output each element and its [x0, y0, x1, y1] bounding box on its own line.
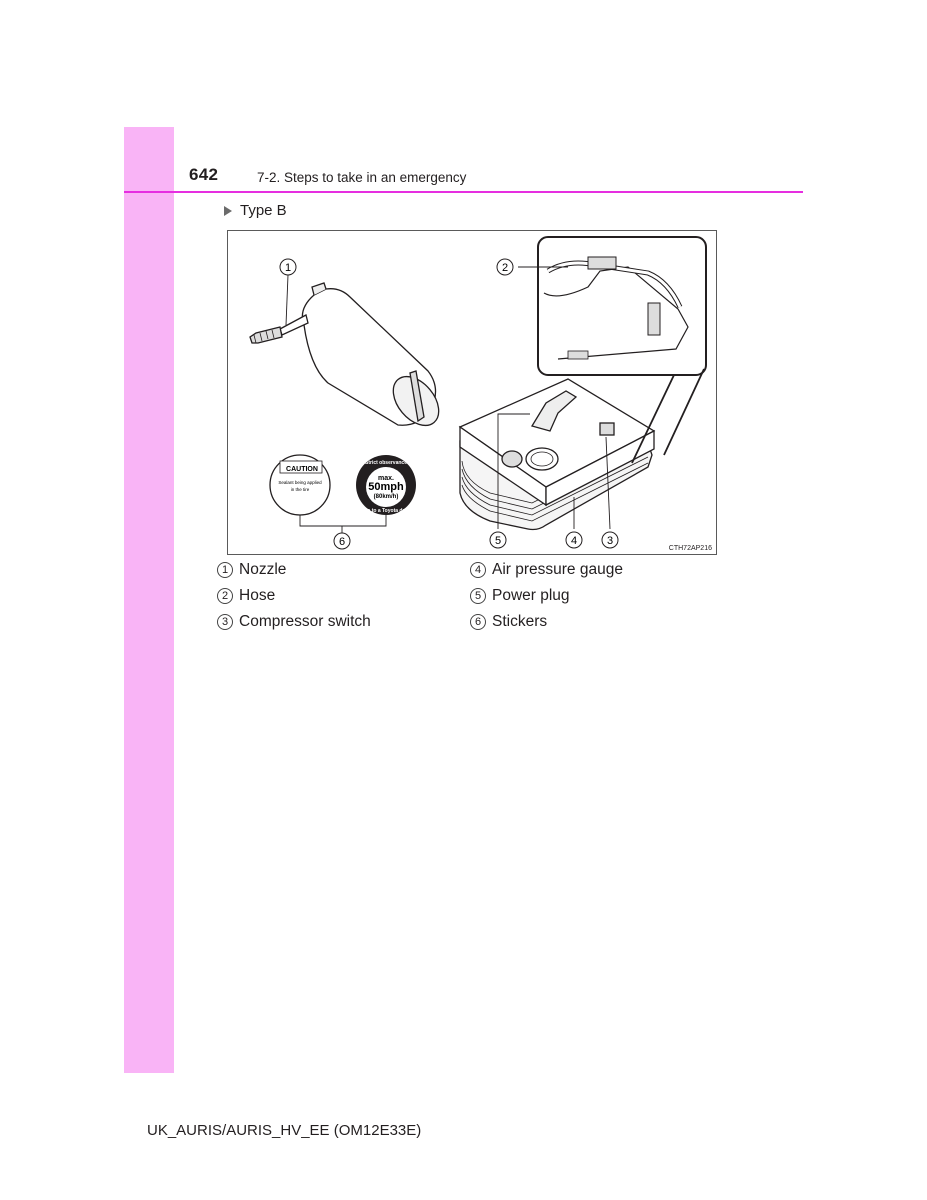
- callout-2: [497, 259, 513, 275]
- footer-doc-id: UK_AURIS/AURIS_HV_EE (OM12E33E): [147, 1122, 422, 1139]
- page-number: 642: [189, 165, 219, 184]
- legend-item-power-plug: [470, 587, 570, 605]
- callout-6: [334, 533, 350, 549]
- legend-number: 1: [217, 562, 233, 578]
- legend-number: 4: [470, 562, 486, 578]
- legend-item-compressor-switch: [217, 613, 371, 631]
- legend-item-hose: [217, 587, 275, 605]
- callout-1: [280, 259, 296, 275]
- legend-number: 5: [470, 588, 486, 604]
- legend-label: Stickers: [492, 613, 548, 630]
- figure-illustration: [227, 230, 717, 555]
- legend-item-air-pressure-gauge: [470, 561, 623, 579]
- legend-label: Power plug: [492, 587, 570, 604]
- sealant-bottle: [302, 283, 447, 434]
- caution-sticker: [270, 455, 330, 515]
- svg-text:4: 4: [570, 535, 578, 547]
- callout-4: [566, 532, 582, 548]
- svg-text:2: 2: [501, 262, 509, 274]
- header-rule: [124, 191, 803, 193]
- legend-item-nozzle: [217, 561, 286, 579]
- speed-sticker: [356, 455, 416, 515]
- legend-label: Nozzle: [239, 561, 287, 578]
- legend-label: Air pressure gauge: [492, 561, 623, 578]
- legend-number: 3: [217, 614, 233, 630]
- figure-code: CTH72AP216: [668, 545, 712, 552]
- svg-text:(80km/h): (80km/h): [373, 494, 399, 500]
- legend-label: Hose: [239, 587, 276, 604]
- callout-5: [490, 532, 506, 548]
- nozzle-tube: [250, 315, 308, 343]
- svg-text:Drive to a Toyota dealer: Drive to a Toyota dealer: [357, 508, 415, 514]
- legend-number: 2: [217, 588, 233, 604]
- svg-text:5: 5: [494, 535, 502, 547]
- legend-item-stickers: [470, 613, 547, 631]
- svg-text:50mph: 50mph: [368, 481, 404, 493]
- legend-number: 6: [470, 614, 486, 630]
- svg-text:3: 3: [606, 535, 614, 547]
- repair-kit-illustration: [228, 231, 718, 556]
- compressor: [460, 379, 654, 530]
- subheading-text: Type B: [240, 202, 287, 219]
- svg-text:CAUTION: CAUTION: [286, 466, 318, 473]
- callout-3: [602, 532, 618, 548]
- subheading: [224, 202, 287, 219]
- svg-text:in the tire: in the tire: [290, 487, 310, 492]
- svg-text:max.: max.: [378, 475, 394, 482]
- svg-text:Strict observance: Strict observance: [365, 460, 407, 466]
- side-color-bar: [124, 127, 174, 1073]
- legend-label: Compressor switch: [239, 613, 371, 630]
- triangle-bullet-icon: [224, 206, 232, 216]
- svg-text:6: 6: [338, 536, 346, 548]
- svg-text:Sealant being applied: Sealant being applied: [278, 480, 322, 485]
- svg-text:1: 1: [284, 262, 292, 274]
- section-title: 7-2. Steps to take in an emergency: [257, 170, 467, 185]
